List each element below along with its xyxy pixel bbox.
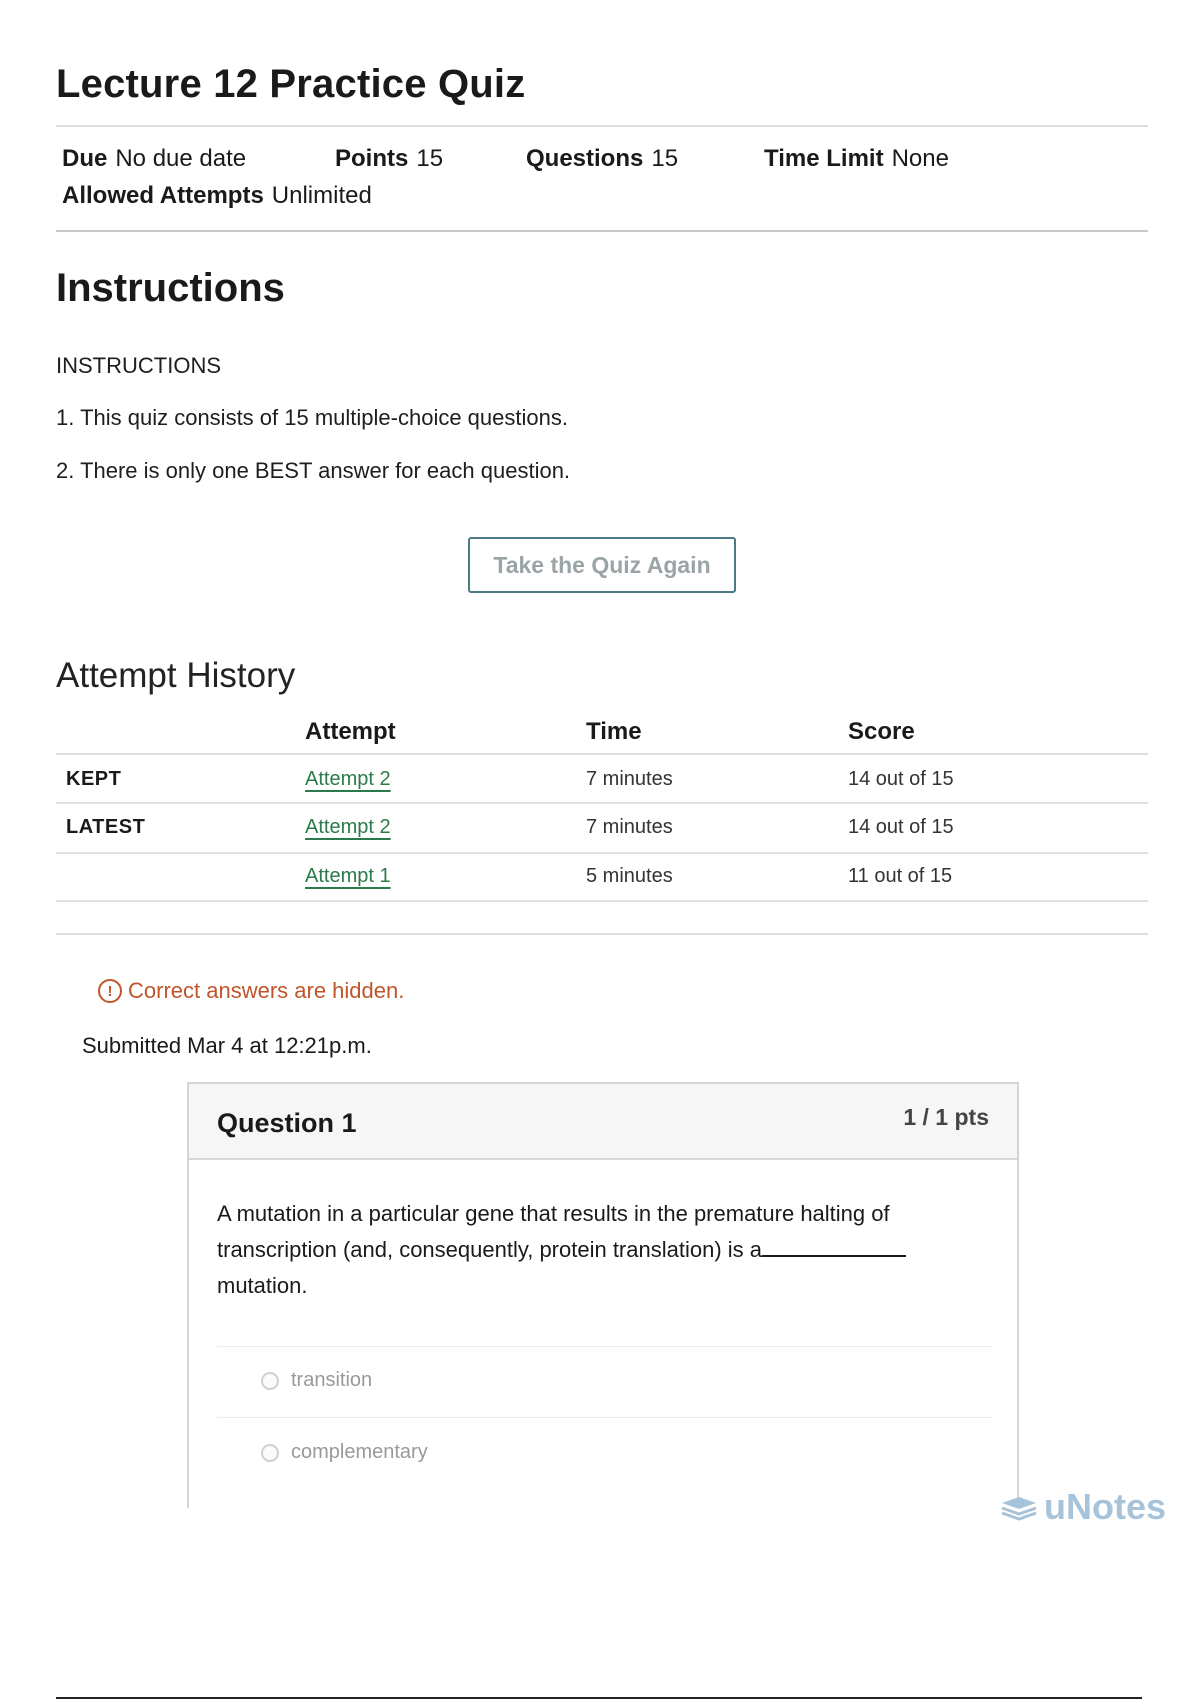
attempt-history-heading: Attempt History: [56, 656, 296, 695]
column-header-time: Time: [586, 718, 642, 745]
submitted-timestamp: Submitted Mar 4 at 12:21p.m.: [82, 1033, 372, 1058]
question-points: 1 / 1 pts: [903, 1104, 989, 1130]
instructions-label: INSTRUCTIONS: [56, 353, 221, 378]
answer-option[interactable]: [261, 1369, 372, 1392]
option-label: complementary: [291, 1441, 428, 1463]
column-header-score: Score: [848, 718, 915, 745]
radio-button[interactable]: [261, 1372, 279, 1390]
question-text: A mutation in a particular gene that results in the premature halting of transcription (and, consequently, protein translation) is a mutation.: [217, 1196, 977, 1304]
take-quiz-again-button[interactable]: Take the Quiz Again: [468, 537, 736, 593]
meta-due: Due No due date: [62, 145, 247, 172]
answer-option[interactable]: [261, 1441, 428, 1464]
book-stack-icon: [998, 1491, 1040, 1523]
attempt-score: 14 out of 15: [848, 768, 954, 790]
table-divider: [56, 933, 1148, 935]
attempt-link[interactable]: Attempt 2: [305, 768, 391, 790]
meta-allowed-attempts: Allowed Attempts Unlimited: [62, 182, 372, 209]
page-title: Lecture 12 Practice Quiz: [56, 62, 526, 106]
attempt-score: 14 out of 15: [848, 816, 954, 838]
attempt-time: 5 minutes: [586, 865, 673, 887]
divider: [56, 125, 1148, 127]
table-divider: [56, 753, 1148, 755]
latest-badge: LATEST: [66, 816, 146, 838]
column-header-attempt: Attempt: [305, 718, 396, 745]
footer-rule: [56, 1697, 1142, 1699]
divider: [56, 230, 1148, 232]
question-title: Question 1: [217, 1108, 357, 1138]
alert-circle-icon: !: [98, 979, 122, 1003]
meta-questions: Questions 15: [526, 145, 679, 172]
kept-badge: KEPT: [66, 768, 122, 790]
option-label: transition: [291, 1369, 373, 1391]
notice-text: Correct answers are hidden.: [128, 978, 405, 1003]
meta-time-limit: Time Limit None: [764, 145, 949, 172]
radio-button[interactable]: [261, 1444, 279, 1462]
question-card: [187, 1082, 1019, 1508]
instructions-heading: Instructions: [56, 266, 285, 310]
option-divider: [217, 1346, 993, 1347]
table-divider: [56, 852, 1148, 854]
answer-blank: [762, 1235, 906, 1257]
instruction-line: 2. There is only one BEST answer for each question.: [56, 458, 571, 483]
attempt-score: 11 out of 15: [848, 865, 953, 887]
option-divider: [217, 1417, 993, 1418]
attempt-time: 7 minutes: [586, 816, 673, 838]
table-divider: [56, 900, 1148, 902]
attempt-link[interactable]: Attempt 2: [305, 816, 391, 838]
correct-answers-hidden-notice: [98, 978, 404, 1004]
instruction-line: 1. This quiz consists of 15 multiple-choice questions.: [56, 405, 568, 430]
attempt-link[interactable]: Attempt 1: [305, 865, 391, 887]
table-divider: [56, 802, 1148, 804]
unotes-watermark: [998, 1486, 1166, 1528]
attempt-time: 7 minutes: [586, 768, 673, 790]
watermark-text: uNotes: [1044, 1486, 1167, 1527]
question-header: [189, 1084, 1017, 1160]
meta-points: Points 15: [335, 145, 444, 172]
